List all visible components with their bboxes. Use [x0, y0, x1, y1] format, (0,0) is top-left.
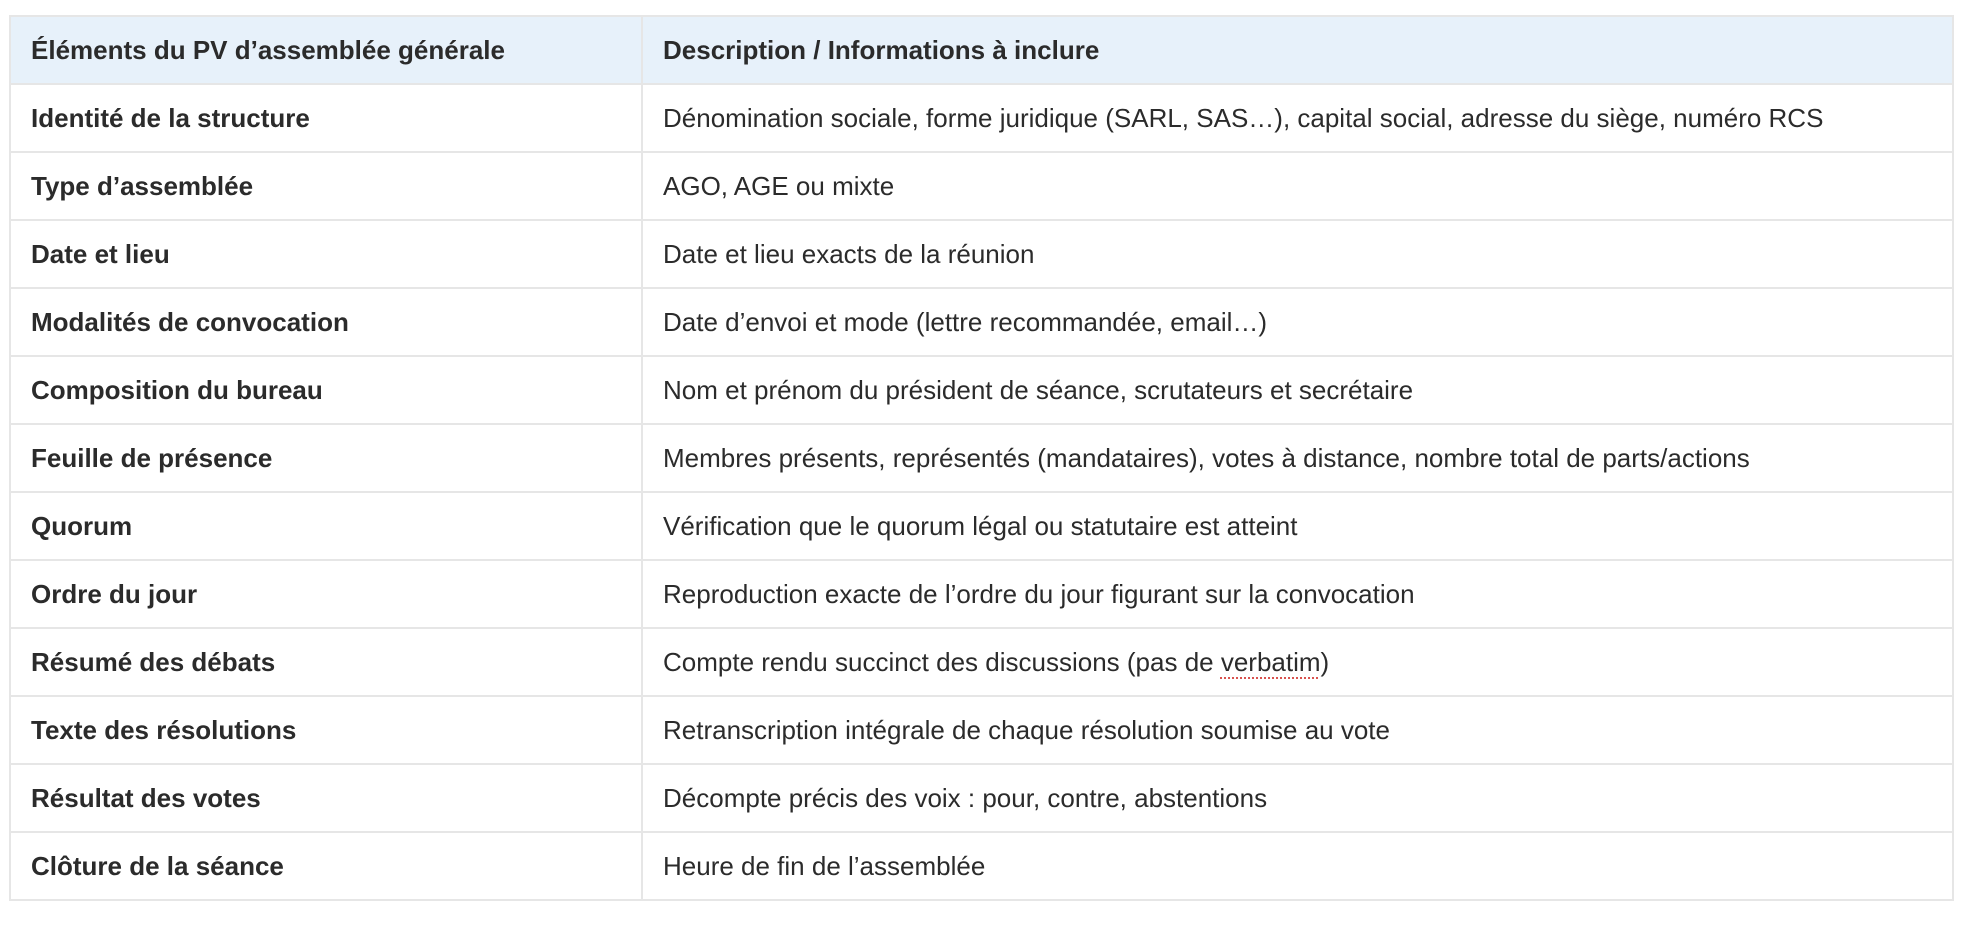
pv-elements-table-container: [9, 15, 1952, 901]
row-description-cell: [642, 628, 1953, 696]
pv-elements-table: [9, 15, 1954, 901]
row-element-cell: Type d’assemblée: [10, 152, 642, 220]
spellcheck-flagged-word[interactable]: verbatim: [1220, 647, 1321, 677]
table-row: [10, 832, 1953, 900]
table-row: [10, 560, 1953, 628]
table-body: [10, 84, 1953, 900]
row-element-cell: Modalités de convocation: [10, 288, 642, 356]
row-description-cell: Nom et prénom du président de séance, scrutateurs et secrétaire: [642, 356, 1953, 424]
row-element-cell: Feuille de présence: [10, 424, 642, 492]
row-description-cell: Vérification que le quorum légal ou statutaire est atteint: [642, 492, 1953, 560]
row-description-cell: Membres présents, représentés (mandataires), votes à distance, nombre total de parts/actions: [642, 424, 1953, 492]
row-element-cell: Date et lieu: [10, 220, 642, 288]
table-row: [10, 220, 1953, 288]
column-header-elements: Éléments du PV d’assemblée générale: [10, 16, 642, 84]
column-header-description: Description / Informations à inclure: [642, 16, 1953, 84]
row-element-cell: Résumé des débats: [10, 628, 642, 696]
row-description-cell: Date d’envoi et mode (lettre recommandée, email…): [642, 288, 1953, 356]
table-row: [10, 424, 1953, 492]
row-description-cell: Date et lieu exacts de la réunion: [642, 220, 1953, 288]
row-element-cell: Composition du bureau: [10, 356, 642, 424]
row-element-cell: Identité de la structure: [10, 84, 642, 152]
header-row: [10, 16, 1953, 84]
description-text: ): [1320, 647, 1330, 677]
row-element-cell: Résultat des votes: [10, 764, 642, 832]
row-description-cell: Reproduction exacte de l’ordre du jour figurant sur la convocation: [642, 560, 1953, 628]
row-description-cell: Dénomination sociale, forme juridique (SARL, SAS…), capital social, adresse du siège, numéro RCS: [642, 84, 1953, 152]
table-row: [10, 696, 1953, 764]
table-row: [10, 628, 1953, 696]
row-element-cell: Ordre du jour: [10, 560, 642, 628]
table-row: [10, 764, 1953, 832]
row-description-cell: Décompte précis des voix : pour, contre, abstentions: [642, 764, 1953, 832]
table-row: [10, 492, 1953, 560]
row-element-cell: Quorum: [10, 492, 642, 560]
row-description-cell: AGO, AGE ou mixte: [642, 152, 1953, 220]
row-element-cell: Texte des résolutions: [10, 696, 642, 764]
row-description-cell: Retranscription intégrale de chaque résolution soumise au vote: [642, 696, 1953, 764]
table-row: [10, 288, 1953, 356]
description-text: Compte rendu succinct des discussions (pas de: [663, 647, 1221, 677]
row-description-cell: Heure de fin de l’assemblée: [642, 832, 1953, 900]
table-row: [10, 152, 1953, 220]
row-element-cell: Clôture de la séance: [10, 832, 642, 900]
table-header: [10, 16, 1953, 84]
table-row: [10, 84, 1953, 152]
table-row: [10, 356, 1953, 424]
